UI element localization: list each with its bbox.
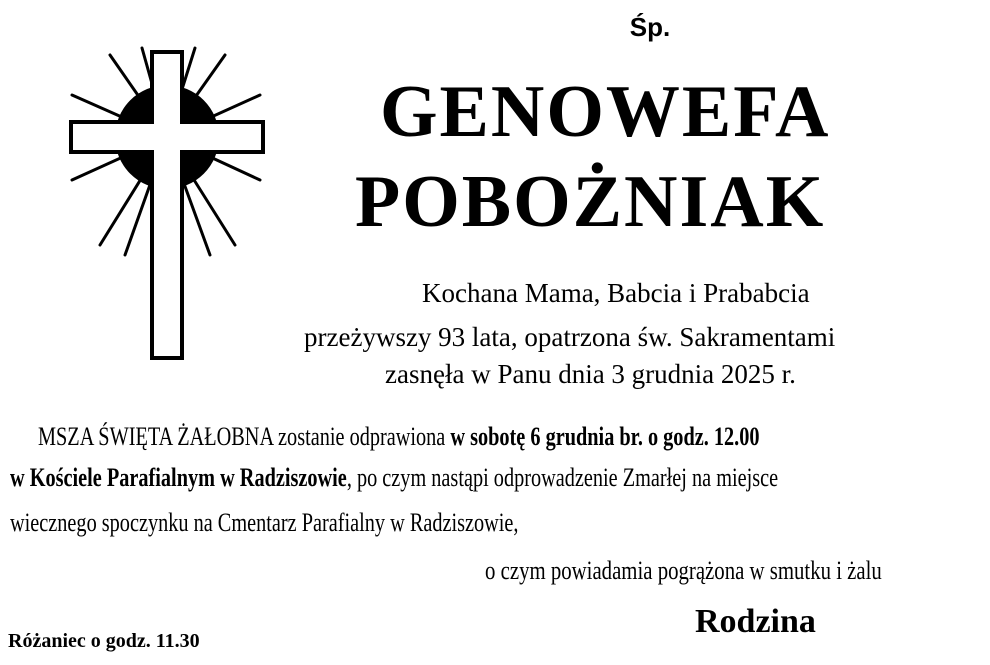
cross-with-rays-icon bbox=[60, 40, 275, 365]
mass-announcement-line-2 bbox=[10, 463, 778, 493]
notification-text: o czym powiadamia pogrążona w smutku i żalu bbox=[485, 556, 882, 585]
relation-text: Kochana Mama, Babcia i Prababcia bbox=[422, 278, 810, 308]
mass-date-time: w sobotę 6 grudnia br. o godz. 12.00 bbox=[450, 422, 760, 451]
death-date-text: zasnęła w Panu dnia 3 grudnia 2025 r. bbox=[385, 359, 796, 389]
family-signature: Rodzina bbox=[695, 603, 816, 640]
deceased-last-name: POBOŻNIAK bbox=[355, 161, 826, 243]
mass-announcement-line-3: wiecznego spoczynku na Cmentarz Parafialny w Radziszowie, bbox=[10, 508, 519, 537]
mass-announcement-text: MSZA ŚWIĘTA ŻAŁOBNA zostanie odprawiona bbox=[38, 422, 451, 451]
prefix-sp: Śp. bbox=[629, 12, 671, 42]
mass-procession-text: , po czym nastąpi odprowadzenie Zmarłej na miejsce bbox=[346, 463, 779, 492]
age-text: przeżywszy 93 lata, opatrzona św. Sakramentami bbox=[304, 322, 836, 352]
rosary-time: Różaniec o godz. 11.30 bbox=[8, 630, 200, 652]
mass-church: w Kościele Parafialnym w Radziszowie bbox=[10, 463, 347, 492]
mass-announcement-line-1 bbox=[38, 422, 760, 452]
deceased-first-name: GENOWEFA bbox=[380, 71, 831, 153]
